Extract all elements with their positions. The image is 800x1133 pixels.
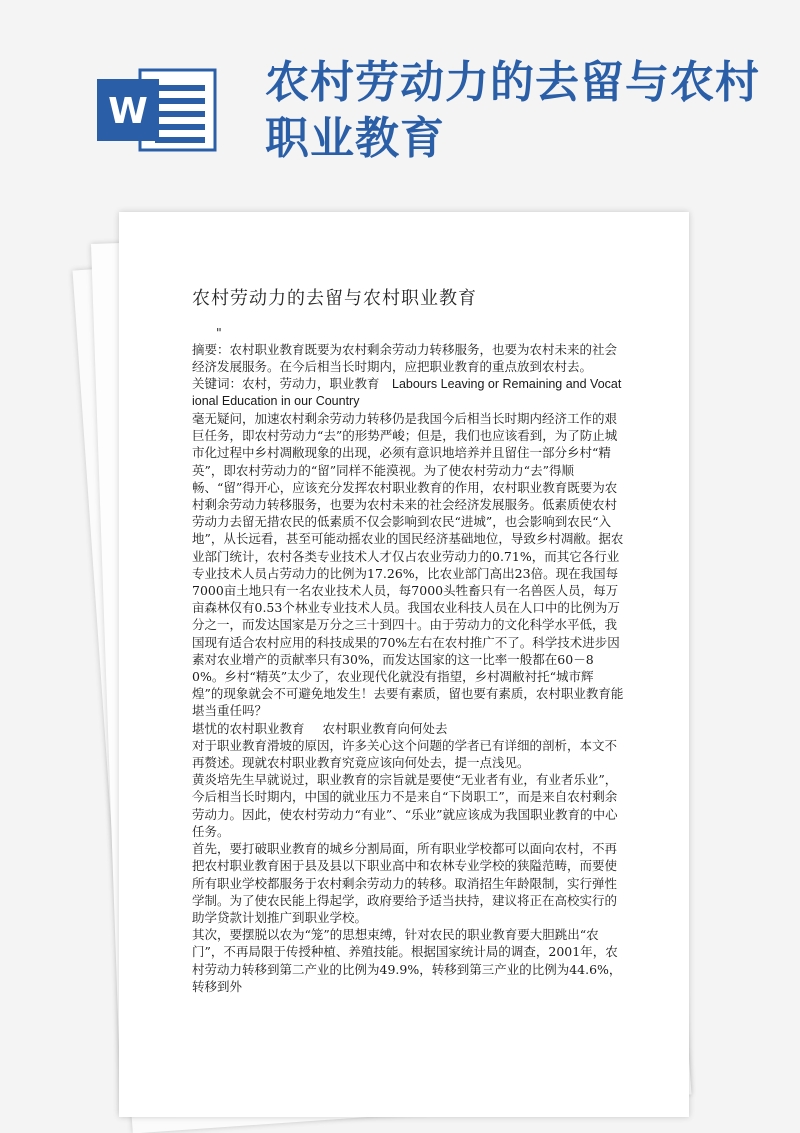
body-paragraph: 毫无疑问，加速农村剩余劳动力转移仍是我国今后相当长时期内经济工作的艰巨任务，即农村劳动力“去”的形势严峻；但是，我们也应该看到，为了防止城市化过程中乡村凋敝现象的出现，必须有意识地培养并且留住一部分乡村“精英”，即农村劳动力的“留”同样不能漠视。为了使农村劳动力“去”得顺畅、“留”得开心，应该充分发挥农村职业教育的作用，农村职业教育既要为农村剩余劳动力转移服务，也要为农村未来的社会经济发展服务。低素质使农村劳动力去留无措农民的低素质不仅会影响到农民“进城”，也会影响到农民“入地”，从长远看，甚至可能动摇农业的国民经济基础地位，导致乡村凋敝。据农业部门统计，农村各类专业技术人才仅占农业劳动力的0.71%，而其它各行业专业技术人员占劳动力的比例为17.26%，比农业部门高出23倍。现在我国每7000亩土地只有一名农业技术人员，每7000头牲畜只有一名兽医人员，每万亩森林仅有0.53个林业专业技术人员。我国农业科技人员在人口中的比例为万分之一，而发达国家是万分之三十到四十。由于劳动力的文化科学水平低，我国现有适合农村应用的科技成果的70%左右在农村推广不了。科学技术进步因素对农业增产的贡献率只有30%，而发达国家的这一比率一般都在60－80%。乡村“精英”太少了，农业现代化就没有指望，乡村凋敝衬托“城市辉煌”的现象就会不可避免地发生！去要有素质，留也要有素质，农村职业教育能堪当重任吗？ (192, 411, 624, 719)
section-headings (192, 720, 624, 737)
quote-mark: " (216, 325, 222, 340)
body-paragraph: 对于职业教育滑坡的原因，许多关心这个问题的学者已有详细的剖析，本文不再赘述。现就农村职业教育究竟应该向何处去，提一点浅见。 (192, 737, 618, 771)
document-page (119, 212, 689, 1117)
banner-title: 农村劳动力的去留与农村职业教育 (265, 57, 760, 164)
document-preview (92, 212, 692, 1117)
body-paragraph: 其次，要摆脱以农为“笼”的思想束缚，针对农民的职业教育要大胆跳出“农门”，不再局限于传授种植、养殖技能。根据国家统计局的调查，2001年，农村劳动力转移到第二产业的比例为49.9%，转移到第三产业的比例为44.6%，转移到外 (192, 927, 622, 994)
abstract-paragraph: 摘要：农村职业教育既要为农村剩余劳动力转移服务，也要为农村未来的社会经济发展服务。在今后相当长时期内，应把职业教育的重点放到农村去。 (192, 342, 618, 375)
header-banner (0, 0, 800, 200)
document-body (192, 324, 624, 995)
logo-letter: W (108, 91, 148, 132)
body-paragraph: 首先，要打破职业教育的城乡分割局面，所有职业学校都可以面向农村，不再把农村职业教育困于县及县以下职业高中和农林专业学校的狭隘范畴，而要使所有职业学校都服务于农村剩余劳动力的转移。取消招生年龄限制，实行弹性学制。为了使农民能上得起学，政府要给予适当扶持，建议将正在高校实行的助学贷款计划推广到职业学校。 (192, 841, 618, 925)
word-document-icon (95, 65, 220, 155)
body-paragraph: 黄炎培先生早就说过，职业教育的宗旨就是要使“无业者有业，有业者乐业”，今后相当长时期内，中国的就业压力不是来自“下岗职工”，而是来自农村剩余劳动力。因此，使农村劳动力“有业”、“乐业”就应该成为我国职业教育的中心任务。 (192, 772, 618, 839)
keywords-paragraph: 关键词：农村，劳动力，职业教育 Labours Leaving or Remaining and Vocational Education in our Country (192, 376, 622, 408)
section-heading: 堪忧的农村职业教育 (192, 720, 305, 736)
document-title: 农村劳动力的去留与农村职业教育 (192, 288, 477, 309)
section-heading: 农村职业教育向何处去 (322, 720, 448, 736)
